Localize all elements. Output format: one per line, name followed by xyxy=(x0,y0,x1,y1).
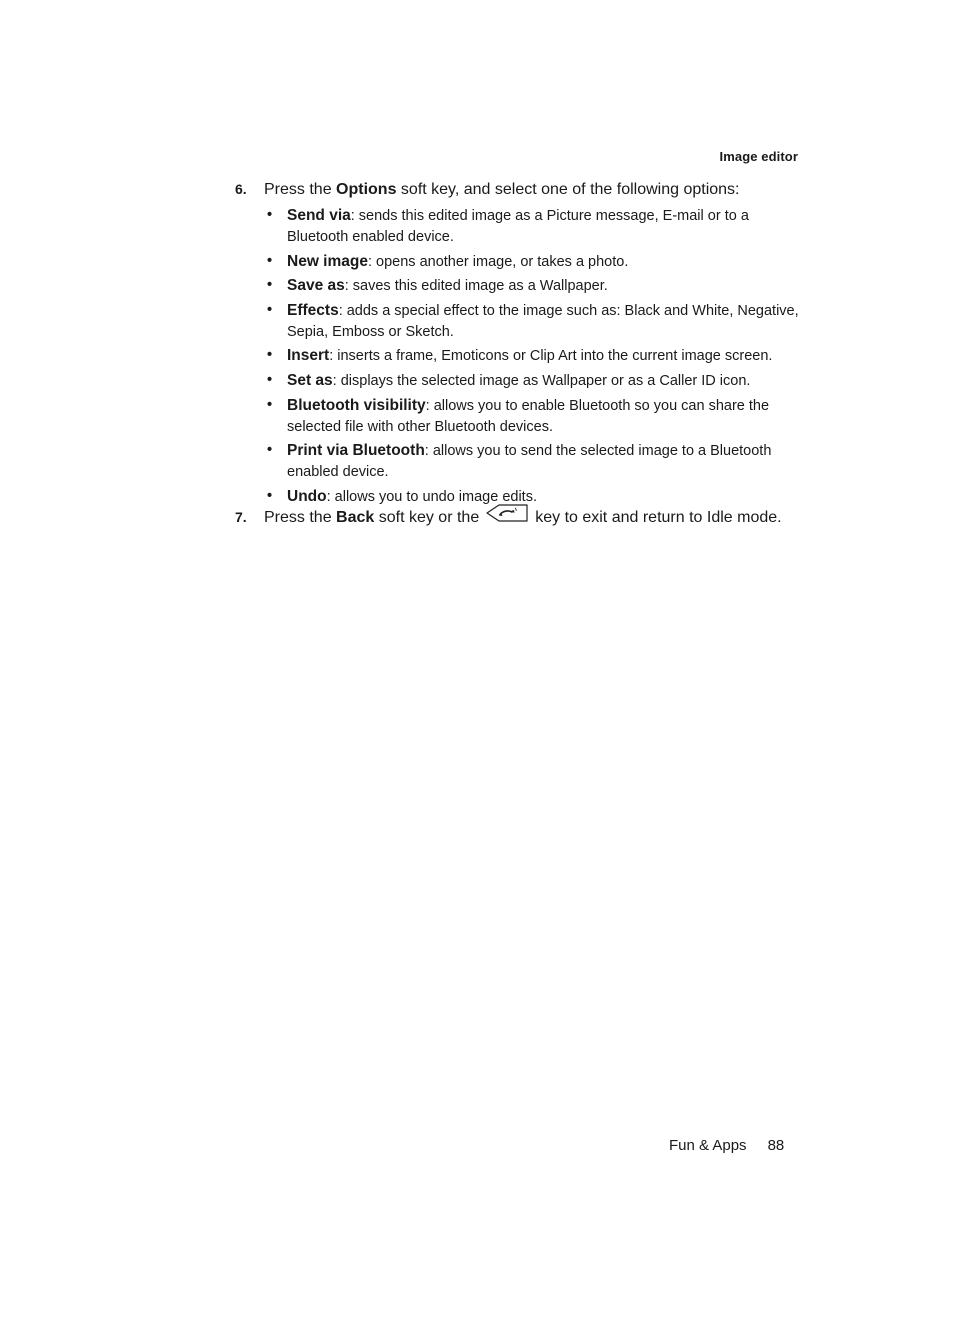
list-item xyxy=(266,275,806,297)
option-desc: : inserts a frame, Emoticons or Clip Art into the current image screen. xyxy=(329,348,773,365)
option-term: Bluetooth visibility xyxy=(287,396,426,414)
bullet: • xyxy=(267,207,273,223)
option-desc: : displays the selected image as Wallpaper or as a Caller ID icon. xyxy=(332,372,751,389)
option-desc: : saves this edited image as a Wallpaper. xyxy=(344,278,608,295)
step-7 xyxy=(235,507,782,529)
bullet: • xyxy=(267,396,273,413)
option-desc: : allows you to send the selected image to a Bluetooth enabled device. xyxy=(287,443,772,481)
option-term: Undo xyxy=(287,487,327,505)
list-item xyxy=(266,205,806,248)
back-key-label: Back xyxy=(336,509,375,527)
page-number: 88 xyxy=(767,1137,785,1154)
list-item xyxy=(266,486,806,508)
list-item xyxy=(266,251,806,273)
option-desc: : opens another image, or takes a photo. xyxy=(367,253,629,270)
step-text: Press the Back soft key or the key to exit and return to Idle mode. xyxy=(264,509,782,526)
section-title: Image editor xyxy=(719,149,798,164)
bullet: • xyxy=(267,487,273,504)
bullet: • xyxy=(267,371,273,388)
list-item xyxy=(266,395,806,438)
bullet: • xyxy=(267,442,273,459)
list-item xyxy=(266,440,806,483)
option-term: Send via xyxy=(287,207,351,224)
end-key-icon xyxy=(485,503,529,529)
options-key-label: Options xyxy=(336,181,397,198)
option-term: Save as xyxy=(287,277,345,295)
bullet: • xyxy=(267,252,273,269)
option-term: Print via Bluetooth xyxy=(287,442,425,460)
step-number: 6. xyxy=(235,181,247,197)
options-list xyxy=(266,205,806,510)
option-desc: : allows you to undo image edits. xyxy=(326,488,537,505)
option-desc: : sends this edited image as a Picture message, E-mail or to a Bluetooth enabled device. xyxy=(287,208,749,245)
step-6 xyxy=(235,179,740,200)
option-term: Set as xyxy=(287,371,333,389)
page-footer xyxy=(669,1137,784,1154)
list-item xyxy=(266,300,806,343)
step-text: Press the Options soft key, and select one of the following options: xyxy=(264,181,740,198)
footer-section: Fun & Apps xyxy=(669,1137,747,1154)
option-term: Insert xyxy=(287,347,330,365)
option-term: New image xyxy=(287,252,368,270)
step-number: 7. xyxy=(235,509,247,526)
bullet: • xyxy=(267,301,273,318)
option-desc: : adds a special effect to the image such as: Black and White, Negative, Sepia, Emboss or Sketch. xyxy=(287,302,799,340)
bullet: • xyxy=(267,347,273,364)
bullet: • xyxy=(267,277,273,294)
option-term: Effects xyxy=(287,301,339,319)
option-desc: : allows you to enable Bluetooth so you can share the selected file with other Bluetooth devices. xyxy=(287,397,770,435)
list-item xyxy=(266,345,806,367)
list-item xyxy=(266,370,806,392)
